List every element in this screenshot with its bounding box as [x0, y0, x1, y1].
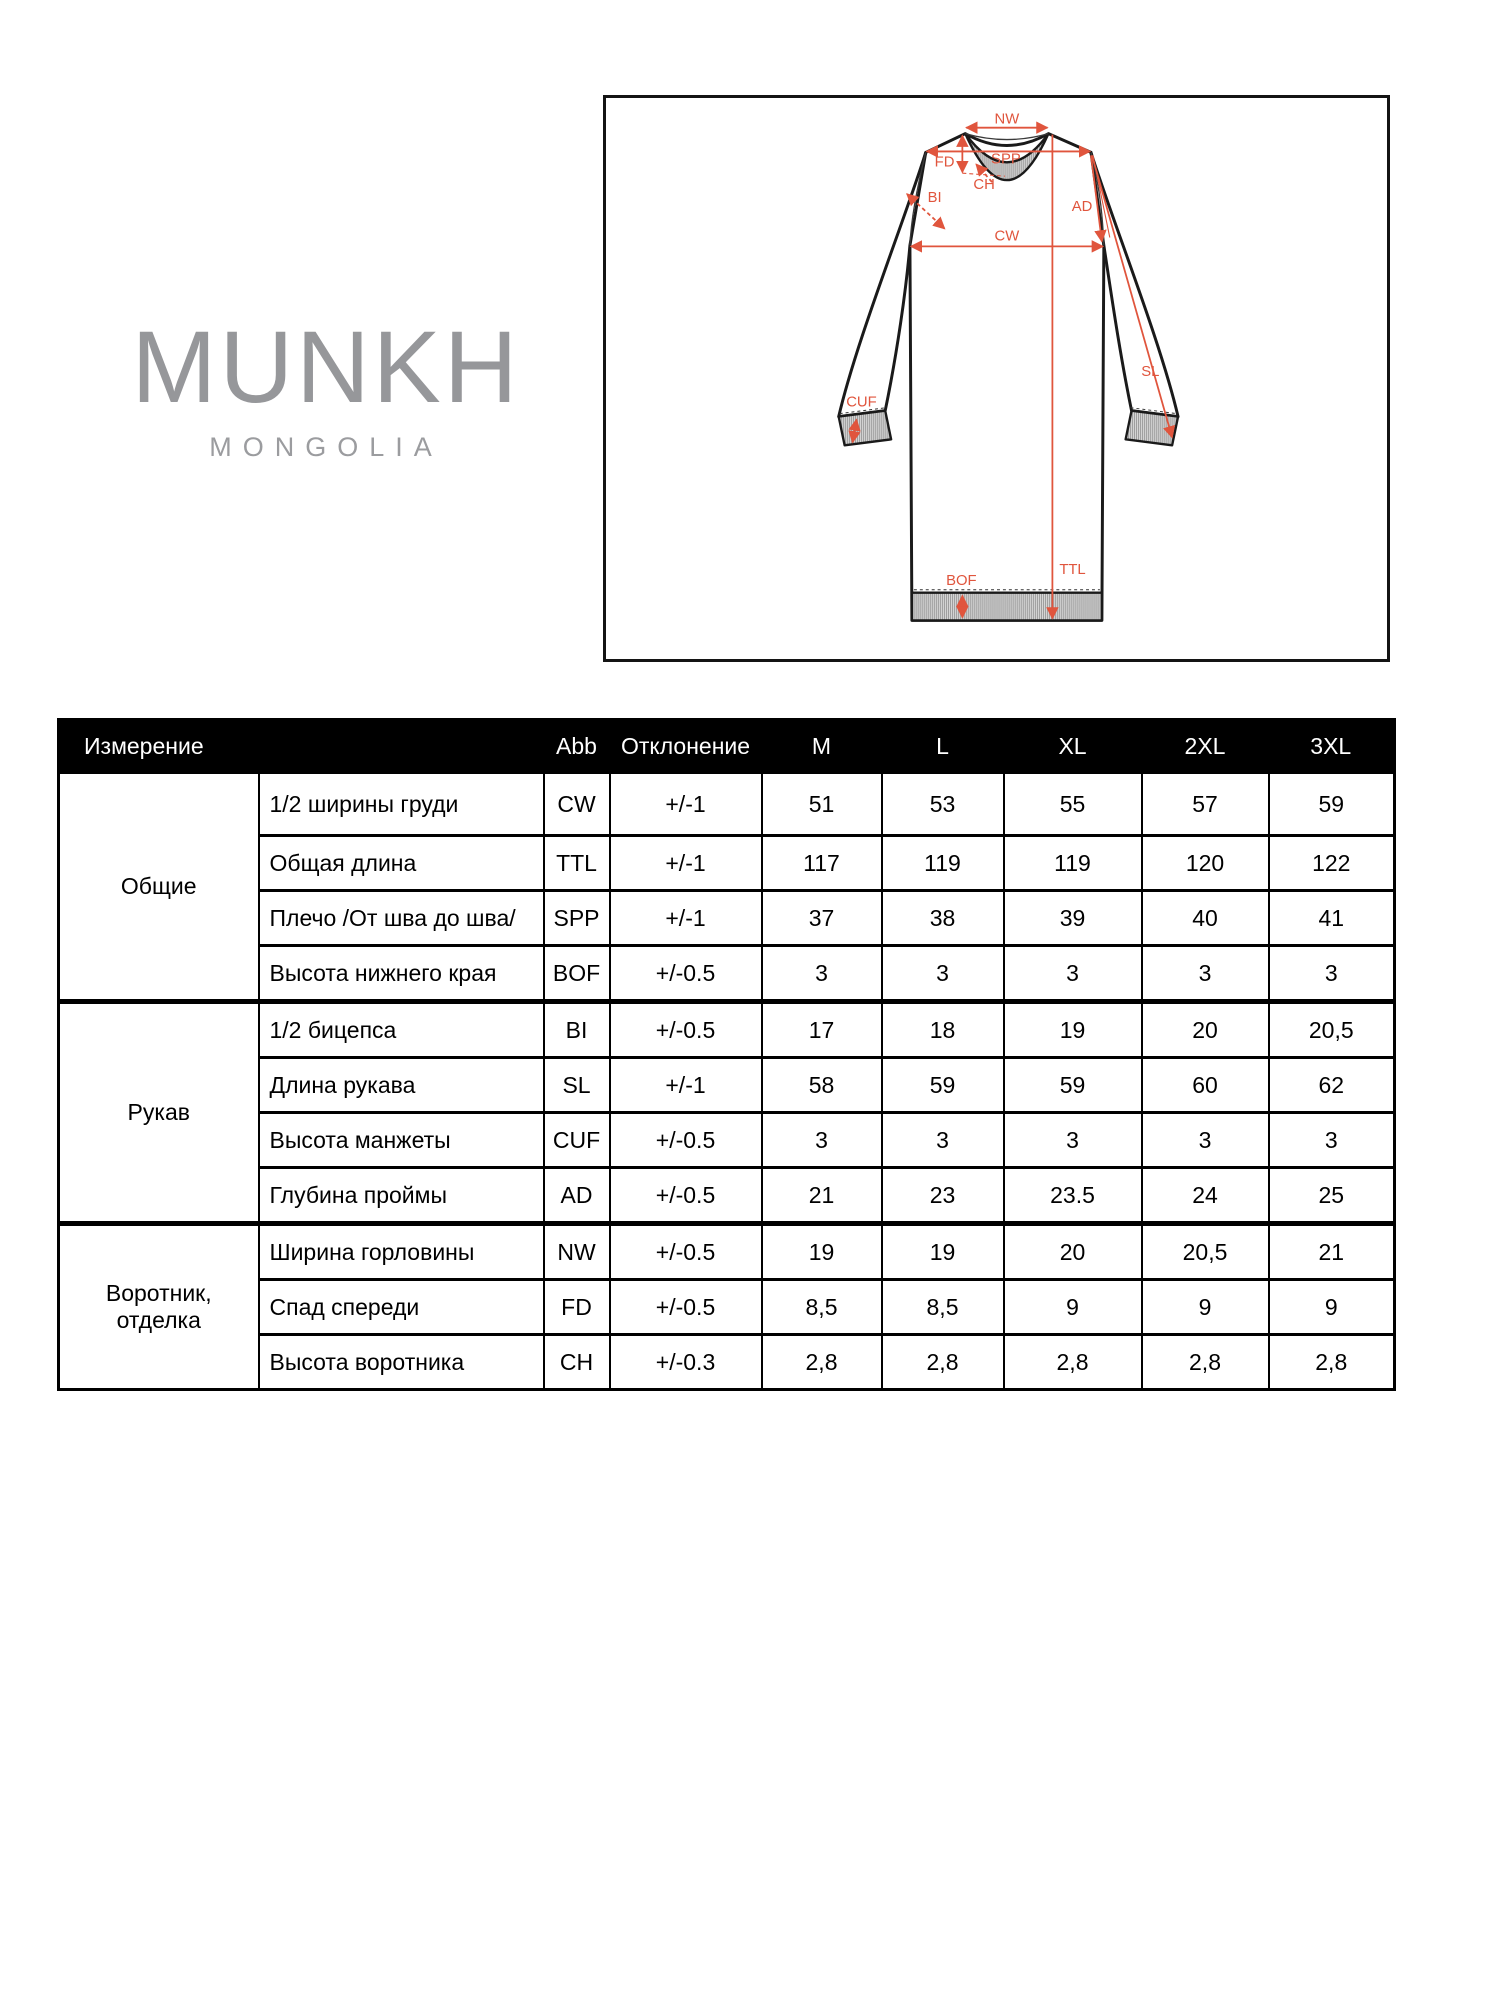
- cuf-label: CUF: [846, 394, 877, 411]
- value-cell: 59: [1004, 1058, 1142, 1113]
- value-cell: 38: [882, 891, 1004, 946]
- value-cell: 20,5: [1142, 1224, 1269, 1280]
- abb-cell: SL: [544, 1058, 610, 1113]
- value-cell: 17: [762, 1002, 882, 1058]
- value-cell: 41: [1269, 891, 1395, 946]
- group-label: Общие: [59, 773, 259, 1002]
- dev-cell: +/-1: [610, 836, 762, 891]
- value-cell: 3: [882, 1113, 1004, 1168]
- ttl-label: TTL: [1059, 561, 1086, 578]
- group-label: Воротник, отделка: [59, 1224, 259, 1390]
- garment-diagram-frame: [603, 95, 1390, 662]
- value-cell: 119: [1004, 836, 1142, 891]
- sl-label: SL: [1141, 364, 1160, 381]
- value-cell: 3: [1142, 1113, 1269, 1168]
- header-size-m: M: [762, 720, 882, 773]
- value-cell: 55: [1004, 773, 1142, 836]
- value-cell: 21: [762, 1168, 882, 1224]
- value-cell: 20: [1004, 1224, 1142, 1280]
- table-row: [59, 891, 1395, 946]
- measure-label: Ширина горловины: [259, 1224, 544, 1280]
- size-table: [57, 718, 1396, 1391]
- value-cell: 62: [1269, 1058, 1395, 1113]
- value-cell: 20: [1142, 1002, 1269, 1058]
- brand-logo: [128, 310, 524, 463]
- value-cell: 119: [882, 836, 1004, 891]
- abb-cell: NW: [544, 1224, 610, 1280]
- dev-cell: +/-1: [610, 891, 762, 946]
- table-row: [59, 1002, 1395, 1058]
- dev-cell: +/-0.5: [610, 1224, 762, 1280]
- header-size-l: L: [882, 720, 1004, 773]
- table-row: [59, 1113, 1395, 1168]
- header-size-3xl: 3XL: [1269, 720, 1395, 773]
- abb-cell: CUF: [544, 1113, 610, 1168]
- value-cell: 58: [762, 1058, 882, 1113]
- value-cell: 18: [882, 1002, 1004, 1058]
- value-cell: 59: [882, 1058, 1004, 1113]
- brand-name: MUNKH: [131, 310, 521, 424]
- value-cell: 3: [1004, 1113, 1142, 1168]
- measure-label: Общая длина: [259, 836, 544, 891]
- header-abb: Abb: [544, 720, 610, 773]
- group-label: Рукав: [59, 1002, 259, 1224]
- measure-label: 1/2 бицепса: [259, 1002, 544, 1058]
- table-row: [59, 1168, 1395, 1224]
- value-cell: 39: [1004, 891, 1142, 946]
- value-cell: 40: [1142, 891, 1269, 946]
- spp-label: SPP: [991, 151, 1021, 168]
- hem-band: [912, 593, 1102, 621]
- value-cell: 19: [1004, 1002, 1142, 1058]
- measure-label: 1/2 ширины груди: [259, 773, 544, 836]
- value-cell: 2,8: [1269, 1335, 1395, 1390]
- table-row: [59, 1058, 1395, 1113]
- cuff-left: [839, 411, 891, 446]
- value-cell: 24: [1142, 1168, 1269, 1224]
- abb-cell: BOF: [544, 946, 610, 1002]
- value-cell: 9: [1142, 1280, 1269, 1335]
- garment-diagram: [606, 98, 1387, 659]
- value-cell: 3: [762, 946, 882, 1002]
- abb-cell: FD: [544, 1280, 610, 1335]
- value-cell: 57: [1142, 773, 1269, 836]
- measure-label: Длина рукава: [259, 1058, 544, 1113]
- value-cell: 37: [762, 891, 882, 946]
- measure-label: Плечо /От шва до шва/: [259, 891, 544, 946]
- ch-label: CH: [973, 177, 995, 194]
- value-cell: 51: [762, 773, 882, 836]
- fd-label: FD: [934, 154, 955, 171]
- value-cell: 60: [1142, 1058, 1269, 1113]
- value-cell: 122: [1269, 836, 1395, 891]
- abb-cell: TTL: [544, 836, 610, 891]
- table-row: [59, 1224, 1395, 1280]
- value-cell: 9: [1269, 1280, 1395, 1335]
- garment-sketch: [839, 134, 1178, 621]
- header-deviation: Отклонение: [610, 720, 762, 773]
- ad-label: AD: [1071, 198, 1093, 215]
- value-cell: 8,5: [762, 1280, 882, 1335]
- value-cell: 25: [1269, 1168, 1395, 1224]
- abb-cell: BI: [544, 1002, 610, 1058]
- abb-cell: SPP: [544, 891, 610, 946]
- value-cell: 19: [882, 1224, 1004, 1280]
- dev-cell: +/-0.5: [610, 1113, 762, 1168]
- brand-subtitle: MONGOLIA: [209, 432, 443, 462]
- table-header-row: [59, 720, 1395, 773]
- abb-cell: AD: [544, 1168, 610, 1224]
- value-cell: 8,5: [882, 1280, 1004, 1335]
- dev-cell: +/-0.5: [610, 1168, 762, 1224]
- value-cell: 19: [762, 1224, 882, 1280]
- bof-label: BOF: [946, 572, 977, 589]
- value-cell: 59: [1269, 773, 1395, 836]
- measure-label: Спад спереди: [259, 1280, 544, 1335]
- bi-label: BI: [927, 189, 942, 206]
- value-cell: 2,8: [1004, 1335, 1142, 1390]
- value-cell: 23.5: [1004, 1168, 1142, 1224]
- dev-cell: +/-1: [610, 1058, 762, 1113]
- value-cell: 3: [762, 1113, 882, 1168]
- value-cell: 3: [1142, 946, 1269, 1002]
- value-cell: 21: [1269, 1224, 1395, 1280]
- dev-cell: +/-1: [610, 773, 762, 836]
- measure-label: Глубина проймы: [259, 1168, 544, 1224]
- value-cell: 3: [1269, 1113, 1395, 1168]
- value-cell: 20,5: [1269, 1002, 1395, 1058]
- header-size-2xl: 2XL: [1142, 720, 1269, 773]
- nw-label: NW: [994, 111, 1020, 128]
- table-row: [59, 836, 1395, 891]
- value-cell: 23: [882, 1168, 1004, 1224]
- value-cell: 3: [1004, 946, 1142, 1002]
- header-measurement: Измерение: [59, 720, 544, 773]
- value-cell: 117: [762, 836, 882, 891]
- dev-cell: +/-0.5: [610, 1280, 762, 1335]
- abb-cell: CH: [544, 1335, 610, 1390]
- value-cell: 120: [1142, 836, 1269, 891]
- dev-cell: +/-0.5: [610, 1002, 762, 1058]
- value-cell: 2,8: [762, 1335, 882, 1390]
- dev-cell: +/-0.5: [610, 946, 762, 1002]
- value-cell: 3: [882, 946, 1004, 1002]
- value-cell: 2,8: [1142, 1335, 1269, 1390]
- abb-cell: CW: [544, 773, 610, 836]
- table-row: [59, 773, 1395, 836]
- value-cell: 9: [1004, 1280, 1142, 1335]
- value-cell: 3: [1269, 946, 1395, 1002]
- table-row: [59, 1280, 1395, 1335]
- dev-cell: +/-0.3: [610, 1335, 762, 1390]
- cw-label: CW: [994, 228, 1020, 245]
- value-cell: 53: [882, 773, 1004, 836]
- table-row: [59, 1335, 1395, 1390]
- measure-label: Высота воротника: [259, 1335, 544, 1390]
- header-size-xl: XL: [1004, 720, 1142, 773]
- table-row: [59, 946, 1395, 1002]
- measure-label: Высота манжеты: [259, 1113, 544, 1168]
- measure-label: Высота нижнего края: [259, 946, 544, 1002]
- value-cell: 2,8: [882, 1335, 1004, 1390]
